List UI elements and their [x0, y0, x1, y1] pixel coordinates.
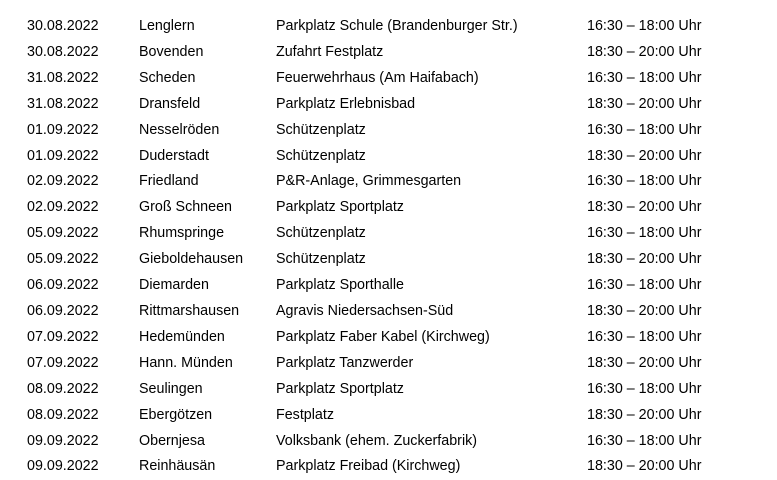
cell-location: Parkplatz Sportplatz [276, 199, 404, 216]
cell-date: 08.09.2022 [27, 380, 99, 397]
cell-time: 18:30 – 20:00 Uhr [587, 147, 702, 164]
cell-time: 18:30 – 20:00 Uhr [587, 43, 702, 60]
cell-time [587, 454, 777, 480]
cell-location: Feuerwehrhaus (Am Haifabach) [276, 69, 479, 86]
cell-place: Nesselröden [139, 121, 220, 138]
cell-location: Parkplatz Erlebnisbad [276, 95, 416, 112]
cell-date: 06.09.2022 [27, 302, 99, 319]
cell-place: Hedemünden [139, 328, 225, 345]
table-row [0, 66, 777, 92]
cell-time: 18:30 – 20:00 Uhr [587, 302, 702, 319]
cell-date [0, 454, 139, 480]
table-row [0, 299, 777, 325]
cell-place: Rittmarshausen [139, 302, 240, 319]
cell-time: 18:30 – 20:00 Uhr [587, 406, 702, 423]
cell-place: Lenglern [139, 18, 195, 34]
cell-location: Schützenplatz [276, 225, 366, 242]
cell-place: Ebergötzen [139, 406, 213, 423]
table-row [0, 454, 777, 480]
cell-date: 02.09.2022 [27, 199, 99, 216]
cell-location: P&R-Anlage, Grimmesgarten [276, 173, 462, 190]
cell-place: Rhumspringe [139, 225, 225, 242]
cell-date: 05.09.2022 [27, 225, 99, 242]
cell-time: 18:30 – 20:00 Uhr [587, 354, 702, 371]
cell-date: 31.08.2022 [27, 69, 99, 86]
cell-time: 16:30 – 18:00 Uhr [587, 173, 702, 190]
cell-time: 16:30 – 18:00 Uhr [587, 18, 702, 34]
table-row [0, 14, 777, 40]
table-row [0, 144, 777, 170]
cell-time: 18:30 – 20:00 Uhr [587, 95, 702, 112]
table-row [0, 429, 777, 455]
cell-place: Diemarden [139, 277, 209, 294]
cell-time: 16:30 – 18:00 Uhr [587, 69, 702, 86]
table-row [0, 40, 777, 66]
cell-place: Bovenden [139, 43, 204, 60]
cell-location: Agravis Niedersachsen-Süd [276, 302, 454, 319]
cell-location: Schützenplatz [276, 251, 366, 268]
cell-date: 01.09.2022 [27, 147, 99, 164]
cell-time: 16:30 – 18:00 Uhr [587, 277, 702, 294]
cell-location: Volksbank (ehem. Zuckerfabrik) [276, 432, 478, 449]
cell-place: Dransfeld [139, 95, 201, 112]
cell-place: Scheden [139, 69, 196, 86]
cell-date: 30.08.2022 [27, 18, 99, 34]
cell-date: 30.08.2022 [27, 43, 99, 60]
cell-location [276, 454, 587, 480]
table-row [0, 377, 777, 403]
cell-location: Parkplatz Schule (Brandenburger Str.) [276, 18, 518, 34]
table-row [0, 195, 777, 221]
cell-place [139, 0, 276, 14]
table-row [0, 351, 777, 377]
cell-time: 18:30 – 20:00 Uhr [587, 251, 702, 268]
table-row [0, 247, 777, 273]
cell-date-text: 09.09.2022 [27, 458, 99, 475]
cell-date: 31.08.2022 [27, 95, 99, 112]
cell-time: 16:30 – 18:00 Uhr [587, 121, 702, 138]
cell-date: 05.09.2022 [27, 251, 99, 268]
cell-location: Zufahrt Festplatz [276, 43, 384, 60]
cell-location: Parkplatz Faber Kabel (Kirchweg) [276, 328, 490, 345]
table-row [0, 325, 777, 351]
cell-location: Schützenplatz [276, 147, 366, 164]
cell-place: Groß Schneen [139, 199, 232, 216]
cell-time-text: 18:30 – 20:00 Uhr [587, 458, 702, 475]
cell-date: 07.09.2022 [27, 328, 99, 345]
table-row [0, 169, 777, 195]
cell-time: 16:30 – 18:00 Uhr [587, 225, 702, 242]
table-row [0, 0, 777, 14]
cell-time: 16:30 – 18:00 Uhr [587, 328, 702, 345]
cell-location: Parkplatz Sportplatz [276, 380, 404, 397]
table-row [0, 221, 777, 247]
cell-time [587, 0, 777, 14]
cell-place: Gieboldehausen [139, 251, 244, 268]
cell-location: Festplatz [276, 406, 335, 423]
cell-location [276, 0, 587, 14]
cell-place-text: Reinhäusän [139, 458, 216, 475]
table-row [0, 118, 777, 144]
cell-time: 16:30 – 18:00 Uhr [587, 432, 702, 449]
cell-location: Parkplatz Sporthalle [276, 277, 404, 294]
cell-date: 08.09.2022 [27, 406, 99, 423]
cell-location: Schützenplatz [276, 121, 366, 138]
table-row [0, 92, 777, 118]
cell-location: Parkplatz Tanzwerder [276, 354, 414, 371]
cell-date: 01.09.2022 [27, 121, 99, 138]
cell-date [0, 0, 139, 14]
cell-date: 06.09.2022 [27, 277, 99, 294]
cell-place: Hann. Münden [139, 354, 233, 371]
cell-place: Seulingen [139, 380, 203, 397]
cell-place [139, 454, 276, 480]
cell-date: 02.09.2022 [27, 173, 99, 190]
cell-place: Obernjesa [139, 432, 205, 449]
cell-place: Friedland [139, 173, 199, 190]
cell-time: 16:30 – 18:00 Uhr [587, 380, 702, 397]
table-row [0, 273, 777, 299]
table-row [0, 403, 777, 429]
cell-time: 18:30 – 20:00 Uhr [587, 199, 702, 216]
cell-place: Duderstadt [139, 147, 209, 164]
cell-date: 07.09.2022 [27, 354, 99, 371]
cell-location-text: Parkplatz Freibad (Kirchweg) [276, 458, 461, 475]
cell-date: 09.09.2022 [27, 432, 99, 449]
